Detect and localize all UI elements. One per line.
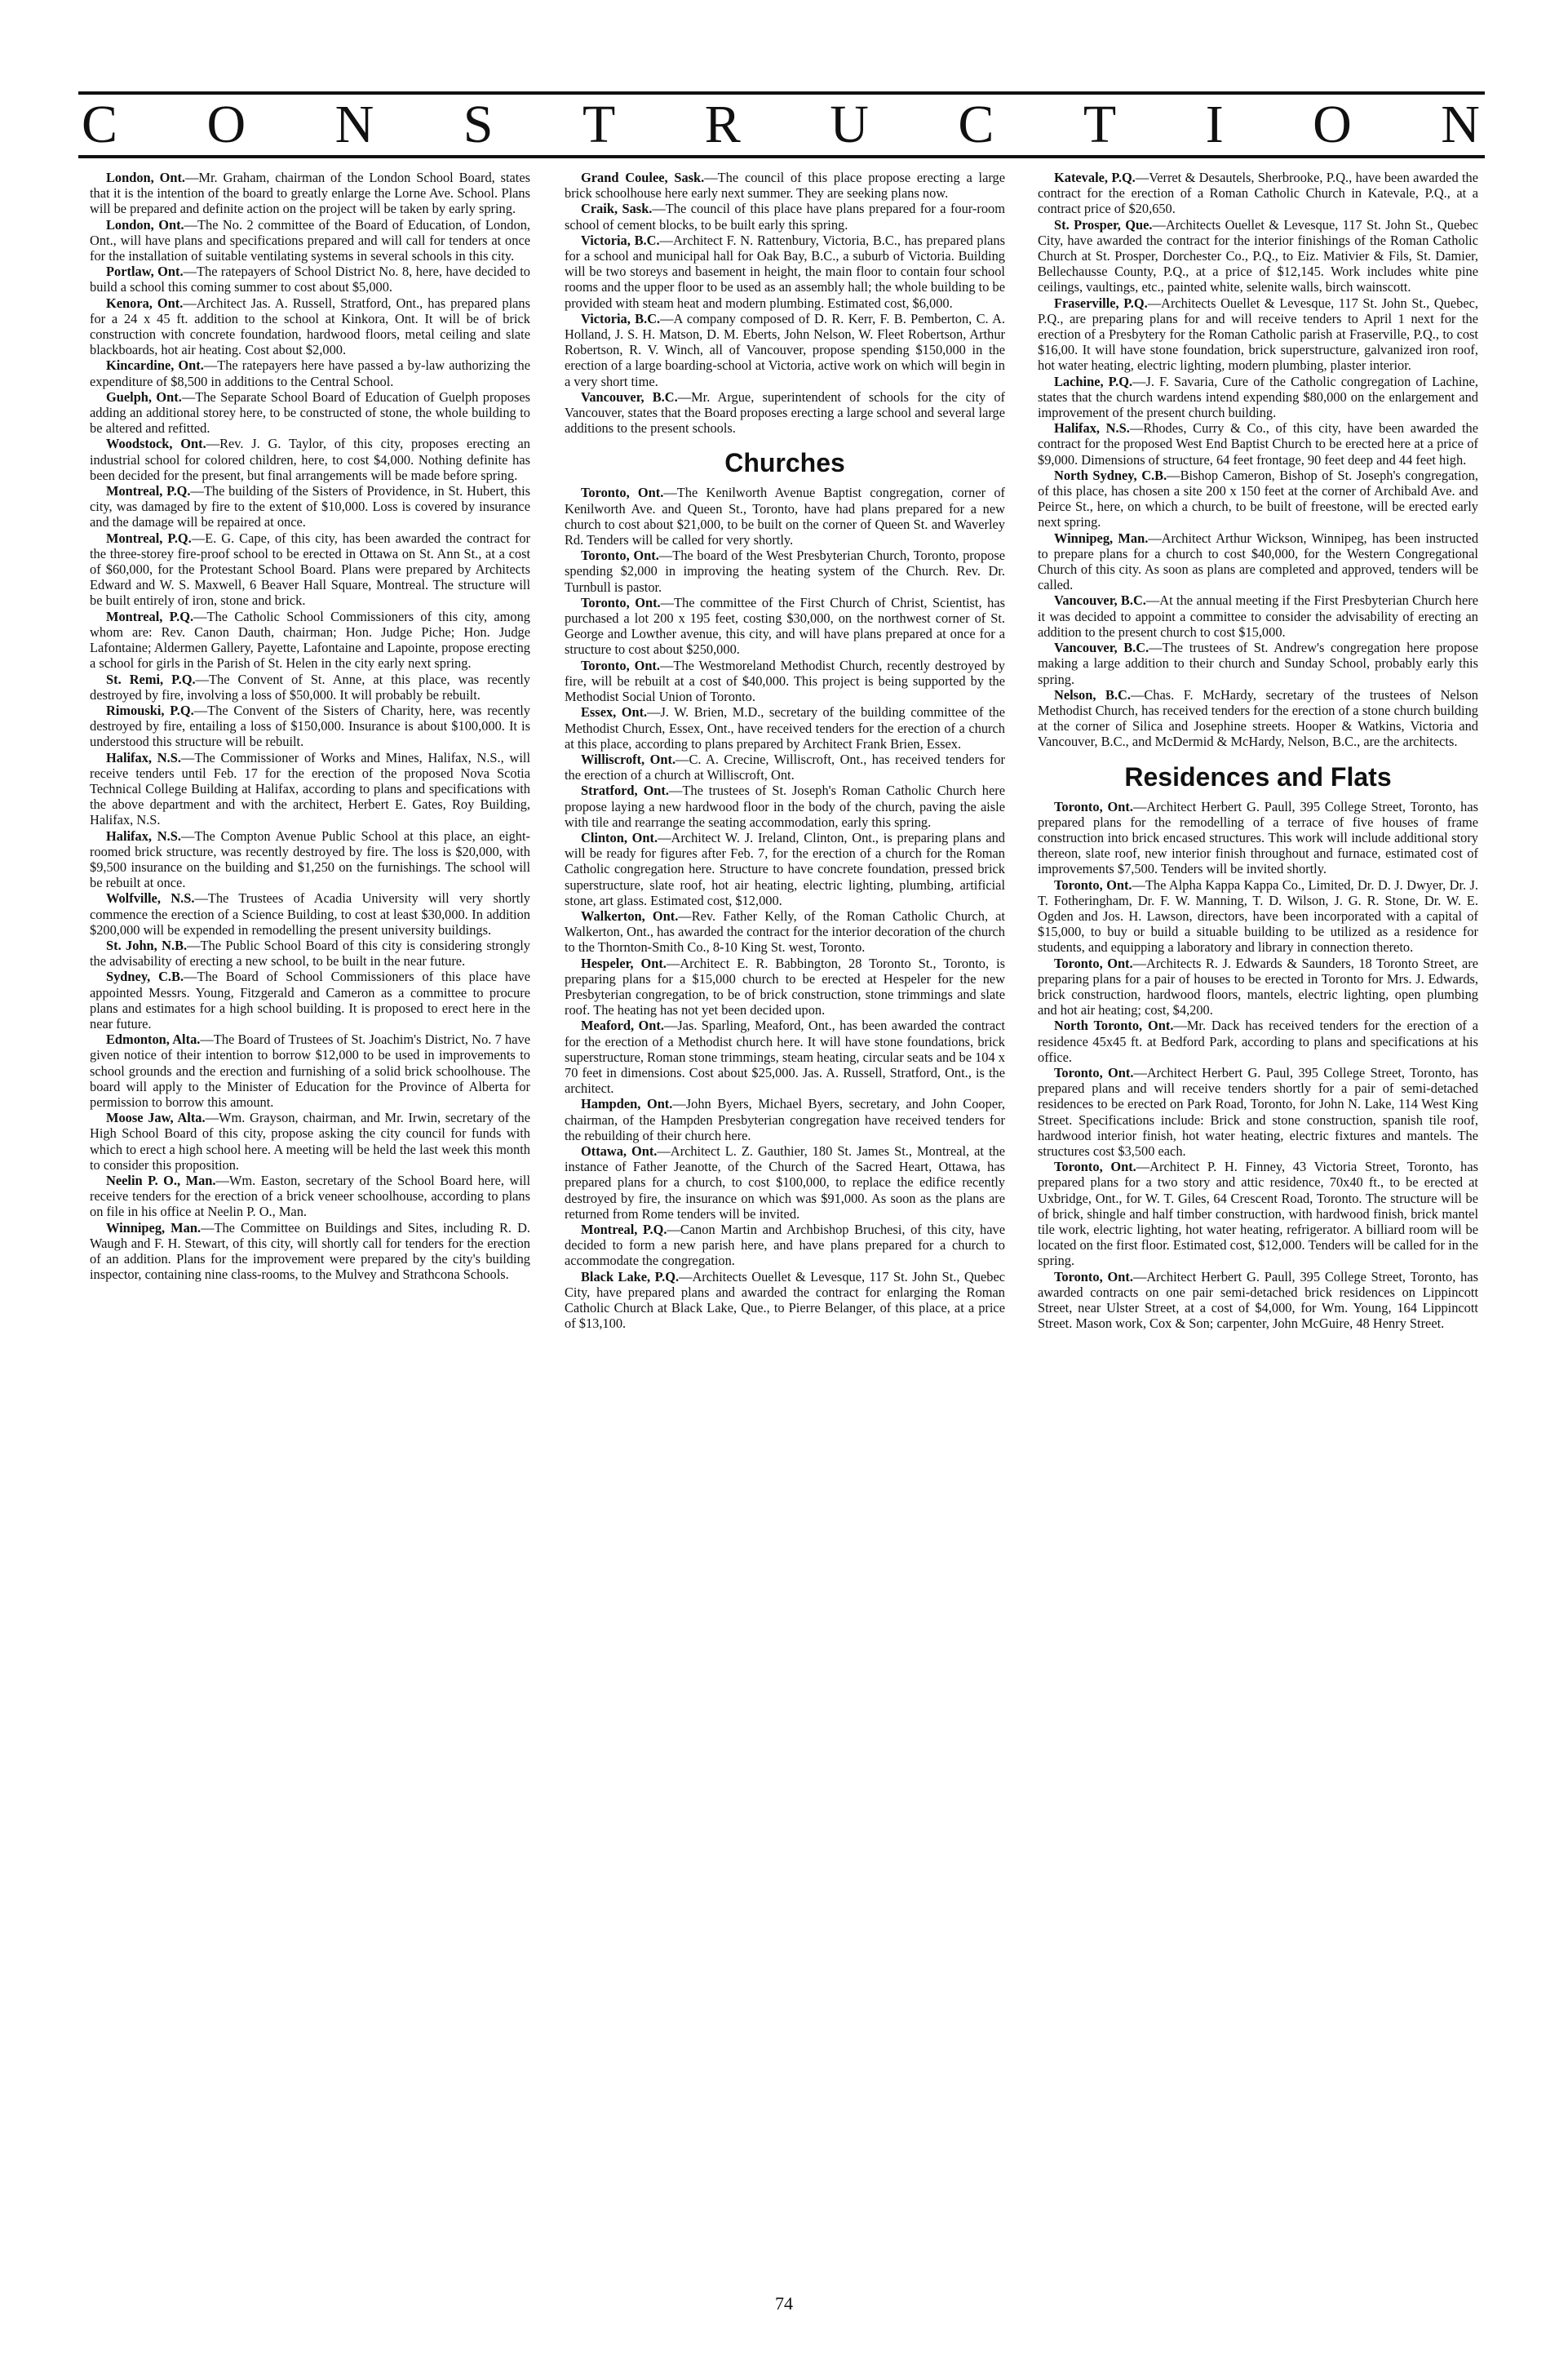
news-item: [565, 548, 1005, 595]
news-item: [565, 783, 1005, 830]
item-text: —The building of the Sisters of Providence, in St. Hubert, this city, was damaged by fire to the extent of $10,000. Loss is covered by insurance and the damage will be repaired at once.: [90, 483, 530, 530]
item-text: —Mr. Dack has received tenders for the erection of a residence 45x45 ft. at Bedford Park, according to plans and specifications at his office.: [1038, 1018, 1478, 1065]
item-place: Moose Jaw, Alta.: [106, 1110, 206, 1126]
item-text: —Rev. Father Kelly, of the Roman Catholic Church, at Walkerton, Ont., has awarded the contract for the interior decoration of the church to the Thornton-Smith Co., 8-10 King St. west, Toronto.: [565, 907, 1005, 956]
item-place: Toronto, Ont.: [581, 594, 661, 610]
item-place: Halifax, N.S.: [106, 827, 181, 844]
item-place: Woodstock, Ont.: [106, 436, 206, 452]
item-place: North Toronto, Ont.: [1054, 1018, 1174, 1034]
item-place: Toronto, Ont.: [1054, 1268, 1133, 1284]
item-text: —The No. 2 committee of the Board of Education, of London, Ont., will have plans and specifications prepared and will call for tenders at once for the installation of suitable ventilating systems in several schools in this city.: [90, 216, 530, 264]
masthead-letter: C: [82, 95, 120, 154]
item-place: Black Lake, P.Q.: [581, 1268, 680, 1284]
news-item: [90, 389, 530, 437]
item-text: —Architect E. R. Babbington, 28 Toronto St., Toronto, is preparing plans for a $15,000 church to be erected at Hespeler for the new Presbyterian congregation, to be of brick construction, stone trimmings and slate roof. The heating has not yet been decided upon.: [565, 955, 1005, 1018]
item-text: —Architect Herbert G. Paull, 395 College Street, Toronto, has prepared plans for the remodelling of a terrace of five houses of frame construction into brick encased structures. This work will include additional story thereon, slate roof, new interior finish throughout and furnace, estimated cost of improvements $7,500. Tenders will be invited shortly.: [1038, 798, 1478, 877]
item-text: —The ratepayers here have passed a by-law authorizing the expenditure of $8,500 in additions to the Central School.: [90, 357, 530, 389]
item-place: Ottawa, Ont.: [581, 1143, 658, 1159]
item-place: Fraserville, P.Q.: [1054, 295, 1148, 311]
item-place: Stratford, Ont.: [581, 783, 669, 799]
item-place: Victoria, B.C.: [581, 310, 661, 326]
news-item: [90, 1173, 530, 1220]
item-place: Toronto, Ont.: [581, 657, 660, 673]
news-item: [90, 264, 530, 295]
news-item: [90, 295, 530, 358]
news-item: [90, 170, 530, 217]
item-place: Katevale, P.Q.: [1054, 170, 1136, 185]
item-text: —At the annual meeting if the First Presbyterian Church here it was decided to appoint a committee to consider the advisability of erecting an addition to the present church to cost $15,000.: [1038, 592, 1478, 640]
item-text: —The Commissioner of Works and Mines, Halifax, N.S., will receive tenders until Feb. 17 for the erection of the proposed Nova Scotia Technical College Building at Halifax, according to plans and specifications with the above department and with the architect, Herbert E. Gates, Roy Building, Halifax, N.S.: [90, 749, 530, 828]
item-text: —Architect Arthur Wickson, Winnipeg, has been instructed to prepare plans for a church to cost $40,000, for the Western Congregational Church of this city. As soon as plans are completed and approved, tenders will be called.: [1038, 530, 1478, 593]
item-text: —The Catholic School Commissioners of this city, among whom are: Rev. Canon Dauth, chairman; Hon. Judge Piche; Hon. Judge Lafontaine; Aldermen Gallery, Payette, Lafontaine and Lapointe, propose erecting a school for girls in the Parish of St. Helen in the city early next spring.: [90, 608, 530, 672]
news-item: [90, 750, 530, 828]
item-place: Grand Coulee, Sask.: [581, 170, 705, 185]
news-item: [565, 389, 1005, 437]
item-text: —J. F. Savaria, Cure of the Catholic congregation of Lachine, states that the church wardens intend expending $80,000 on the enlargement and improvement of the present church building.: [1038, 373, 1478, 421]
item-text: —Canon Martin and Archbishop Bruchesi, of this city, have decided to form a new parish here, and have plans prepared for a church to accommodate the congregation.: [565, 1222, 1005, 1269]
masthead-letter: T: [582, 95, 618, 154]
news-item: [90, 609, 530, 672]
item-text: —Rev. J. G. Taylor, of this city, proposes erecting an industrial school for colored children, here, to cost $4,000. Nothing definite has been decided for the present, but final arrangements will be made before spring.: [90, 436, 530, 483]
item-text: —Architect W. J. Ireland, Clinton, Ont., is preparing plans and will be ready for figures after Feb. 7, for the erection of a church for the Roman Catholic congregation here. Structure to have concrete foundation, pressed brick superstructure, slate roof, hot air heating, electric lighting, plumbing, artificial stone, art glass. Estimated cost, $12,000.: [565, 829, 1005, 908]
news-item: [565, 1018, 1005, 1096]
item-place: Toronto, Ont.: [581, 485, 664, 501]
news-item: [90, 1220, 530, 1283]
item-place: Toronto, Ont.: [1054, 1064, 1134, 1080]
news-item: [1038, 1065, 1478, 1159]
news-item: [1038, 530, 1478, 593]
item-place: Montreal, P.Q.: [106, 608, 194, 624]
item-place: Sydney, C.B.: [106, 969, 184, 985]
item-place: Clinton, Ont.: [581, 829, 658, 845]
item-text: —The Convent of the Sisters of Charity, here, was recently destroyed by fire, entailing a loss of $150,000. Insurance is about $100,000. It is understood this structure will be rebuilt.: [90, 702, 530, 750]
item-text: —Architect L. Z. Gauthier, 180 St. James St., Montreal, at the instance of Father Jeanotte, of the Church of the Sacred Heart, Ottawa, has prepared plans for a church, to cost $100,000, to replace the edifice recently destroyed by fire, the insurance on which was $91,000. As soon as the plans are returned from Rome tenders will be invited.: [565, 1143, 1005, 1222]
item-text: —The Kenilworth Avenue Baptist congregation, corner of Kenilworth Ave. and Queen St., Toronto, have had plans prepared for a new church to cost about $21,000, to be built on the corner of Queen St. and Waverley Rd. Tenders will be called for very shortly.: [565, 485, 1005, 548]
item-place: Hespeler, Ont.: [581, 955, 667, 971]
masthead-letter: S: [463, 95, 495, 154]
item-text: —The Convent of St. Anne, at this place, was recently destroyed by fire, involving a loss of $50,000. It will probably be rebuilt.: [90, 671, 530, 703]
masthead-letter: I: [1205, 95, 1225, 154]
news-item: [565, 485, 1005, 548]
news-item: [1038, 217, 1478, 295]
column-2: [565, 170, 1005, 2259]
item-text: —Bishop Cameron, Bishop of St. Joseph's congregation, of this place, has chosen a site 200 x 150 feet at the corner of Archibald Ave. and Peirce St., here, on which a church, to be built of freestone, will be erected early next spring.: [1038, 467, 1478, 530]
item-text: —Verret & Desautels, Sherbrooke, P.Q., have been awarded the contract for the erection of a Roman Catholic Church in Katevale, P.Q., at a contract price of $20,650.: [1038, 170, 1478, 217]
item-place: Hampden, Ont.: [581, 1096, 673, 1112]
item-place: Guelph, Ont.: [106, 388, 182, 405]
item-place: Kincardine, Ont.: [106, 357, 204, 374]
item-place: Toronto, Ont.: [1054, 1159, 1136, 1175]
item-text: —Wm. Easton, secretary of the School Board here, will receive tenders for the erection of a brick veneer schoolhouse, according to plans on file in his office at Neelin P. O., Man.: [90, 1173, 530, 1220]
item-place: Neelin P. O., Man.: [106, 1173, 216, 1188]
item-place: Vancouver, B.C.: [1054, 640, 1149, 656]
item-place: Toronto, Ont.: [1054, 798, 1133, 814]
news-item: [565, 1096, 1005, 1143]
news-item: [565, 830, 1005, 908]
item-text: —Architects R. J. Edwards & Saunders, 18 Toronto Street, are preparing plans for a pair of houses to be erected in Toronto for Mrs. J. Edwards, brick construction, hardwood floors, mantels, electric lighting, open plumbing and hot air heating; cost, $4,200.: [1038, 955, 1478, 1018]
masthead-letter: N: [334, 95, 376, 154]
news-item: [565, 908, 1005, 956]
masthead-letter: C: [958, 95, 996, 154]
item-place: Edmonton, Alta.: [106, 1032, 201, 1048]
item-place: Vancouver, B.C.: [1054, 592, 1146, 609]
item-text: —Architects Ouellet & Levesque, 117 St. John St., Quebec, P.Q., are preparing plans for and will receive tenders to April 1 next for the erection of a Presbytery for the Roman Catholic parish at Fraserville, P.Q., to cost $16,00. It will have stone foundation, brick superstructure, galvanized iron roof, hot water heating, electric lighting, modern plumbing, plaster interior.: [1038, 295, 1478, 374]
item-text: —The trustees of St. Joseph's Roman Catholic Church here propose laying a new hardwood floor in the body of the church, paving the aisle with tile and rearrange the seating accommodation, early this spring.: [565, 783, 1005, 830]
news-item: [1038, 799, 1478, 877]
item-place: Montreal, P.Q.: [106, 483, 191, 499]
item-text: —The Separate School Board of Education of Guelph proposes adding an additional storey here, to be constructed of stone, the whole building to be altered and refitted.: [90, 388, 530, 437]
item-place: Essex, Ont.: [581, 704, 648, 721]
masthead-letter: O: [1313, 95, 1353, 154]
news-item: [565, 752, 1005, 783]
news-item: [1038, 295, 1478, 374]
item-place: Williscroft, Ont.: [581, 751, 676, 767]
item-text: —The Westmoreland Methodist Church, recently destroyed by fire, will be rebuilt at a cost of $40,000. This project is being supported by the Methodist Social Union of Toronto.: [565, 657, 1005, 705]
news-item: [90, 890, 530, 938]
item-place: St. Remi, P.Q.: [106, 671, 196, 687]
item-place: Montreal, P.Q.: [581, 1222, 667, 1237]
news-item: [565, 658, 1005, 705]
item-place: Lachine, P.Q.: [1054, 373, 1133, 389]
item-text: —Architect P. H. Finney, 43 Victoria Street, Toronto, has prepared plans for a two story and attic residence, 70x40 ft., to be erected at Uxbridge, Ont., for W. T. Giles, 64 Crescent Road, Toronto. The structure will be of brick, shingle and half timber construction, with hardwood finish, brick mantel tile work, electric lighting, hot water heating, refrigerator. A billiard room will be located on the first floor. Estimated cost, $12,000. Tenders will be called for in the spring.: [1038, 1159, 1478, 1269]
news-item: [1038, 468, 1478, 530]
news-item: [565, 595, 1005, 658]
news-item: [1038, 640, 1478, 687]
news-item: [1038, 374, 1478, 421]
item-place: London, Ont.: [106, 170, 186, 185]
item-text: —Architects Ouellet & Levesque, 117 St. John St., Quebec City, have awarded the contract for the interior finishings of the Roman Catholic Church at St. Prosper, Dorchester Co., P.Q., to Eiz. Mativier & Fils, St. Damier, Bellechausse County, P.Q., at a price of $12,145. Work includes white pine ceilings, vaultings, etc., painted white, selenite walls, birch wainscott.: [1038, 216, 1478, 295]
item-text: —E. G. Cape, of this city, has been awarded the contract for the three-storey fire-proof school to be erected in Ottawa on St. Ann St., at a cost of $60,000, for the Protestant School Board. Plans were prepared by Architects Edward and W. S. Maxwell, 6 Beaver Hall Square, Montreal. The structure will be built entirely of iron, stone and brick.: [90, 530, 530, 609]
item-text: —Architect F. N. Rattenbury, Victoria, B.C., has prepared plans for a school and municipal hall for Oak Bay, B.C., a suburb of Victoria. Building will be two storeys and basement in height, the main floor to contain four school rooms and the upper floor to be used as an assembly hall; the whole building to be provided with steam heat and modern plumbing. Estimated cost, $6,000.: [565, 232, 1005, 311]
news-item: [90, 703, 530, 750]
masthead-letter: T: [1083, 95, 1118, 154]
item-text: —The trustees of St. Andrew's congregation here propose making a large addition to their church and Sunday School, probably early this spring.: [1038, 640, 1478, 687]
item-text: —J. W. Brien, M.D., secretary of the building committee of the Methodist Church, Essex, Ont., have received tenders for the erection of a church at this place, according to plans prepared by Architect Frank Brien, Essex.: [565, 704, 1005, 752]
item-place: Victoria, B.C.: [581, 232, 660, 248]
item-place: Winnipeg, Man.: [1054, 530, 1149, 546]
news-item: [565, 704, 1005, 752]
item-place: Rimouski, P.Q.: [106, 702, 194, 718]
news-item: [90, 828, 530, 891]
item-place: Wolfville, N.S.: [106, 890, 195, 907]
item-text: —A company composed of D. R. Kerr, F. B. Pemberton, C. A. Holland, J. S. H. Matson, D. M. Eberts, John Nelson, W. Fleet Robertson, Arthur Robertson, R. V. Winch, all of Vancouver, propose spending $150,000 in the erection of a large boarding-school at Victoria, active work on which will begin in a very short time.: [565, 310, 1005, 389]
masthead: [78, 91, 1485, 158]
masthead-letter: U: [830, 95, 870, 154]
item-text: —The Public School Board of this city is considering strongly the advisability of erecting a new school, to be built in the near future.: [90, 937, 530, 969]
news-item: [90, 436, 530, 483]
item-text: —The Board of Trustees of St. Joachim's District, No. 7 have given notice of their intention to borrow $12,000 to be used in improvements to school grounds and the erection and furnishing of a solid brick schoolhouse. The board will apply to the Minister of Education for the Province of Alberta for permission to borrow this amount.: [90, 1032, 530, 1110]
news-item: [565, 1269, 1005, 1332]
item-place: Winnipeg, Man.: [106, 1219, 202, 1236]
page-number: 74: [775, 2293, 793, 2314]
news-item: [565, 956, 1005, 1018]
news-item: [1038, 170, 1478, 217]
news-item: [90, 483, 530, 530]
news-item: [1038, 956, 1478, 1018]
item-text: —Mr. Graham, chairman of the London School Board, states that it is the intention of the board to greatly enlarge the Lorne Ave. School. Plans will be prepared and definite action on the project will be taken by early spring.: [90, 170, 530, 217]
item-text: —Architect Herbert G. Paull, 395 College Street, Toronto, has awarded contracts on one pair semi-detached brick residences on Lippincott Street, near Ulster Street, at a cost of $4,000, for Wm. Young, 164 Lippincott Street. Mason work, Cox & Son; carpenter, John McGuire, 48 Henry Street.: [1038, 1268, 1478, 1332]
item-text: —The Alpha Kappa Kappa Co., Limited, Dr. D. J. Dwyer, Dr. J. T. Fotheringham, Dr. F. W. Manning, T. D. Wilson, J. G. R. Stone, Dr. W. E. Ogden and Jos. H. Lawson, directors, have been incorporated with a capital of $15,000, to buy or build a situable building to be utilized as a residence for students, and equipping a laboratory and library in connection thereto.: [1038, 876, 1478, 956]
item-place: Vancouver, B.C.: [581, 388, 678, 405]
section-heading: Residences and Flats: [1124, 761, 1392, 792]
news-item: [90, 1110, 530, 1173]
item-text: —Architect Herbert G. Paul, 395 College Street, Toronto, has prepared plans and will receive tenders shortly for a pair of semi-detached residences to be erected on Park Road, Toronto, for John N. Lake, 114 West King Street. Specifications include: Brick and stone construction, spanish tile roof, hardwood interior finish, hot water heating, electric fixtures and mantels. The structures cost $3,500 each.: [1038, 1064, 1478, 1159]
item-text: —John Byers, Michael Byers, secretary, and John Cooper, chairman, of the Hampden Presbyterian congregation have received tenders for the rebuilding of their church here.: [565, 1096, 1005, 1143]
item-place: St. Prosper, Que.: [1054, 216, 1153, 233]
item-place: North Sydney, C.B.: [1054, 467, 1167, 483]
news-item: [1038, 592, 1478, 640]
item-place: Halifax, N.S.: [1054, 420, 1130, 437]
item-text: —Chas. F. McHardy, secretary of the trustees of Nelson Methodist Church, has received tenders for the erection of a stone church building at the corner of Silica and Josephine streets. Hooper & Watkins, Victoria and Vancouver, B.C., and McDermid & McHardy, Nelson, B.C., are the architects.: [1038, 686, 1478, 750]
news-item: [1038, 687, 1478, 750]
item-text: —The council of this place propose erecting a large brick schoolhouse here early next summer. They are seeking plans now.: [565, 170, 1005, 202]
item-text: —Architect Jas. A. Russell, Stratford, Ont., has prepared plans for a 24 x 45 ft. addition to the school at Kinkora, Ont. It will be of brick construction with concrete foundation, hardwood floors, metal ceiling and slate blackboards, hot air heating. Cost about $2,000.: [90, 295, 530, 358]
news-item: [90, 969, 530, 1032]
news-item: [90, 1032, 530, 1110]
item-place: Toronto, Ont.: [1054, 955, 1133, 971]
news-item: [1038, 1018, 1478, 1065]
item-place: Toronto, Ont.: [1054, 876, 1132, 893]
news-item: [565, 233, 1005, 311]
section-heading: Churches: [724, 448, 845, 478]
item-place: Craik, Sask.: [581, 201, 653, 217]
masthead-letter: O: [206, 95, 248, 154]
news-item: [565, 170, 1005, 201]
item-place: St. John, N.B.: [106, 937, 188, 953]
news-item: [90, 357, 530, 388]
masthead-letter: R: [704, 95, 742, 154]
item-place: Meaford, Ont.: [581, 1018, 664, 1034]
item-text: —The council of this place have plans prepared for a four-room school of cement blocks, to be built early this spring.: [565, 201, 1005, 233]
item-text: —C. A. Crecine, Williscroft, Ont., has received tenders for the erection of a church at Williscroft, Ont.: [565, 751, 1005, 783]
news-item: [90, 938, 530, 969]
item-place: Portlaw, Ont.: [106, 264, 184, 280]
item-place: Halifax, N.S.: [106, 749, 181, 765]
item-place: Kenora, Ont.: [106, 295, 184, 311]
item-text: —The Board of School Commissioners of this place have appointed Messrs. Young, Fitzgerald and Cameron as a committee to procure plans and estimates for a high school building. It is proposed to erect here in the near future.: [90, 969, 530, 1032]
item-text: —Mr. Argue, superintendent of schools for the city of Vancouver, states that the Board proposes erecting a large school and several large additions to the present schools.: [565, 388, 1005, 437]
news-item: [90, 672, 530, 703]
news-item: [1038, 877, 1478, 956]
item-text: —The committee of the First Church of Christ, Scientist, has purchased a lot 200 x 195 feet, costing $30,000, on the northwest corner of St. George and Lowther avenue, this city, and will have plans prepared at once for a structure to cost about $250,000.: [565, 594, 1005, 658]
news-item: [1038, 1159, 1478, 1268]
news-item: [90, 530, 530, 609]
news-item: [565, 201, 1005, 232]
news-item: [565, 311, 1005, 389]
item-text: —Rhodes, Curry & Co., of this city, have been awarded the contract for the proposed West End Baptist Church to be erected here at a price of $9,000. Dimensions of structure, 64 feet frontage, 90 feet deep and 44 feet high.: [1038, 420, 1478, 468]
item-text: —The Compton Avenue Public School at this place, an eight-roomed brick structure, was recently destroyed by fire. The loss is $20,000, with $9,500 insurance on the building and $1,250 on the furnishings. The school will be rebuilt at once.: [90, 827, 530, 891]
news-item: [1038, 420, 1478, 468]
item-place: Toronto, Ont.: [581, 548, 659, 564]
item-text: —Architects Ouellet & Levesque, 117 St. John St., Quebec City, have prepared plans and awarded the contract for enlarging the Roman Catholic Church at Black Lake, Que., to Pierre Belanger, of this place, at a price of $13,100.: [565, 1268, 1005, 1332]
item-place: London, Ont.: [106, 216, 184, 233]
item-text: —Jas. Sparling, Meaford, Ont., has been awarded the contract for the erection of a Methodist church here. It will have stone foundations, brick superstructure, Roman stone trimmings, steam heating, circular seats and be 104 x 70 feet in dimensions. Cost about $25,000. Jas. A. Russell, Stratford, Ont., is the architect.: [565, 1018, 1005, 1097]
item-text: —Wm. Grayson, chairman, and Mr. Irwin, secretary of the High School Board of this city, propose asking the city council for funds with which to erect a high school here. A meeting will be held the last week this month to consider this proposition.: [90, 1110, 530, 1173]
column-3: [1038, 170, 1478, 2259]
news-item: [565, 1143, 1005, 1222]
item-place: Walkerton, Ont.: [581, 907, 679, 924]
item-text: —The Trustees of Acadia University will very shortly commence the erection of a Science Building, to cost at least $30,000. In addition $200,000 will be expended in remodelling the present university buildings.: [90, 890, 530, 938]
item-text: —The Committee on Buildings and Sites, including R. D. Waugh and F. H. Stewart, of this city, will shortly call for tenders for the erection of an addition. Plans for the improvement were prepared by the city's building inspector, containing nine class-rooms, to the Mulvey and Strathcona Schools.: [90, 1219, 530, 1283]
column-1: [90, 170, 530, 2259]
item-text: —The board of the West Presbyterian Church, Toronto, propose spending $2,000 in improving the heating system of the Church. Rev. Dr. Turnbull is pastor.: [565, 548, 1005, 595]
news-item: [90, 217, 530, 264]
item-text: —The ratepayers of School District No. 8, here, have decided to build a school this coming summer to cost about $5,000.: [90, 264, 530, 295]
item-place: Montreal, P.Q.: [106, 530, 192, 546]
item-place: Nelson, B.C.: [1054, 686, 1131, 703]
masthead-letter: N: [1441, 95, 1482, 154]
news-item: [1038, 1269, 1478, 1332]
news-item: [565, 1222, 1005, 1269]
